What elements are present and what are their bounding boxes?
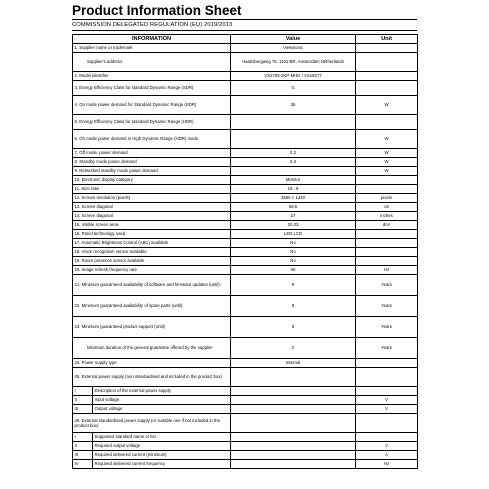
row-unit — [356, 230, 418, 239]
subrow-marker: I — [73, 387, 93, 396]
table-row — [73, 212, 418, 221]
row-unit: W — [356, 167, 418, 176]
table-row — [73, 203, 418, 212]
row-value: Internal — [231, 359, 356, 368]
table-row — [73, 239, 418, 248]
row-info: 7. Off mode, power demand — [73, 149, 231, 158]
row-value: No — [231, 248, 356, 257]
row-info: 1. Supplier name or trademark — [73, 44, 231, 53]
row-value: ViewSonic — [231, 44, 356, 53]
row-unit: V — [356, 396, 418, 405]
row-value: Haaksbergweg 75, 1101 BR, Amsterdam Netherlands — [231, 53, 356, 72]
header-unit: Unit — [356, 35, 418, 44]
row-value: No — [231, 239, 356, 248]
table-row — [73, 317, 418, 338]
row-info: 19. Room presence sensor available — [73, 257, 231, 266]
row-info: 9. Networked standby mode power demand — [73, 167, 231, 176]
subrow-marker: III — [73, 405, 93, 414]
row-unit: dm² — [356, 221, 418, 230]
row-unit — [356, 359, 418, 368]
row-value: 68.5 — [231, 203, 356, 212]
row-value — [231, 405, 356, 414]
table-row — [73, 176, 418, 185]
row-info: 11. Size ratio — [73, 185, 231, 194]
eps-subrow — [73, 460, 418, 469]
subrow-description: Supported standard name or list — [93, 433, 231, 442]
table-row — [73, 221, 418, 230]
row-unit: cm — [356, 203, 418, 212]
row-unit: Years — [356, 275, 418, 296]
row-value: 0.2 — [231, 149, 356, 158]
subrow-description: Required delivered current (minimum) — [93, 451, 231, 460]
row-unit: V — [356, 405, 418, 414]
subrow-description: Input voltage — [93, 396, 231, 405]
table-row — [73, 230, 418, 239]
row-value: 60 — [231, 266, 356, 275]
row-value: Monitor — [231, 176, 356, 185]
row-value: 20.03 — [231, 221, 356, 230]
row-unit — [356, 414, 418, 433]
row-value: 27 — [231, 212, 356, 221]
subrow-description: Output voltage — [93, 405, 231, 414]
row-info: Supplier's address — [73, 53, 231, 72]
table-row — [73, 96, 418, 115]
row-info: 25. External power supply (non standardised and included in the product box) — [73, 368, 231, 387]
row-value: 35 — [231, 96, 356, 115]
row-info: 22. Minimum guaranteed availability of spare parts (until) — [73, 296, 231, 317]
row-info: 6. On mode power demand in High Dynamic Range (HDR) mode — [73, 130, 231, 149]
table-row — [73, 53, 418, 72]
subrow-marker: I — [73, 433, 93, 442]
row-unit: W — [356, 149, 418, 158]
table-header-row — [73, 35, 418, 44]
subrow-description: Description of the external power supply — [93, 387, 231, 396]
table-row — [73, 81, 418, 96]
subrow-description: Required delivered current frequency — [93, 460, 231, 469]
row-unit: Hz — [356, 266, 418, 275]
table-row — [73, 149, 418, 158]
header-value: Value — [231, 35, 356, 44]
table-row — [73, 115, 418, 130]
row-info: 4. On mode power demand for Standard Dynamic Range (SDR) — [73, 96, 231, 115]
product-information-sheet — [72, 0, 417, 469]
row-value: 8 — [231, 296, 356, 317]
row-info: 23. Minimum guaranteed product support (until) — [73, 317, 231, 338]
row-info: 24. Power supply type — [73, 359, 231, 368]
table-row — [73, 158, 418, 167]
table-row — [73, 275, 418, 296]
row-info: 15. Visible screen area — [73, 221, 231, 230]
row-info: 2. Model identifier — [73, 72, 231, 81]
row-value — [231, 167, 356, 176]
subrow-marker: II — [73, 442, 93, 451]
row-unit — [356, 44, 418, 53]
table-row — [73, 185, 418, 194]
row-unit — [356, 53, 418, 72]
row-unit — [356, 176, 418, 185]
row-value — [231, 387, 356, 396]
row-unit — [356, 115, 418, 130]
row-info: 16. Panel technology used — [73, 230, 231, 239]
row-value — [231, 451, 356, 460]
row-value: 0.3 — [231, 158, 356, 167]
row-unit — [356, 72, 418, 81]
row-value: LED LCD — [231, 230, 356, 239]
row-value — [231, 433, 356, 442]
table-row — [73, 72, 418, 81]
row-info: 13. Screen diagonal — [73, 203, 231, 212]
row-unit: V — [356, 442, 418, 451]
eps-subrow — [73, 451, 418, 460]
eps-subrow — [73, 433, 418, 442]
row-value — [231, 396, 356, 405]
row-unit: pixels — [356, 194, 418, 203]
row-unit — [356, 368, 418, 387]
eps-subrow — [73, 442, 418, 451]
table-row — [73, 167, 418, 176]
row-info: 18. Voice recognition sensor available — [73, 248, 231, 257]
row-info: 14. Screen diagonal — [73, 212, 231, 221]
row-info: 20. Image refresh frequency rate — [73, 266, 231, 275]
row-value: 8 — [231, 317, 356, 338]
row-info: 12. Screen resolution (pixels) — [73, 194, 231, 203]
row-unit: Years — [356, 317, 418, 338]
subrow-marker: II — [73, 396, 93, 405]
row-unit: inches — [356, 212, 418, 221]
row-unit: Years — [356, 296, 418, 317]
regulation-subtitle: COMMISSION DELEGATED REGULATION (EU) 2019/2013 — [72, 19, 417, 31]
subrow-marker: IV — [73, 460, 93, 469]
row-unit: W — [356, 158, 418, 167]
row-value — [231, 130, 356, 149]
table-row — [73, 296, 418, 317]
table-row — [73, 194, 418, 203]
row-value — [231, 442, 356, 451]
row-unit: A — [356, 451, 418, 460]
row-unit: Years — [356, 338, 418, 359]
row-info: Minimum duration of the general guarantee offered by the supplier — [73, 338, 231, 359]
row-info: 5. Energy Efficiency Class for standard Dynamic Range (HDR) — [73, 115, 231, 130]
row-value — [231, 368, 356, 387]
row-unit — [356, 185, 418, 194]
row-info: 17. Automatic Brightness Control (ABC) available — [73, 239, 231, 248]
table-row — [73, 338, 418, 359]
product-info-table — [72, 34, 418, 469]
subrow-marker: III — [73, 451, 93, 460]
row-unit: W — [356, 96, 418, 115]
row-info: 8. Standby mode power demand — [73, 158, 231, 167]
row-unit: W — [356, 130, 418, 149]
row-info: 10. Electronic display category — [73, 176, 231, 185]
row-value: 2 — [231, 338, 356, 359]
row-value: 9 — [231, 275, 356, 296]
table-row — [73, 266, 418, 275]
row-value — [231, 115, 356, 130]
table-row — [73, 257, 418, 266]
row-unit: Hz — [356, 460, 418, 469]
page-title: Product Information Sheet — [72, 3, 242, 18]
row-info: 3. Energy Efficiency Class for standard Dynamic Range (SDR) — [73, 81, 231, 96]
row-value: G — [231, 81, 356, 96]
subrow-description: Required output voltage — [93, 442, 231, 451]
table-row — [73, 368, 418, 387]
row-value: VX2705-2KP-MHD / VS18277 — [231, 72, 356, 81]
row-unit — [356, 81, 418, 96]
eps-subrow — [73, 387, 418, 396]
header-information: INFORMATION — [73, 35, 231, 44]
table-row — [73, 414, 418, 433]
eps-subrow — [73, 396, 418, 405]
table-row — [73, 248, 418, 257]
row-value: 16 : 9 — [231, 185, 356, 194]
row-value: 2560 × 1440 — [231, 194, 356, 203]
row-info: 21. Minimum guaranteed availability of software and firmware updates (until): — [73, 275, 231, 296]
row-unit — [356, 239, 418, 248]
row-unit — [356, 257, 418, 266]
row-unit — [356, 248, 418, 257]
row-value: No — [231, 257, 356, 266]
row-value — [231, 460, 356, 469]
table-row — [73, 44, 418, 53]
row-unit — [356, 387, 418, 396]
table-row — [73, 130, 418, 149]
eps-subrow — [73, 405, 418, 414]
row-unit — [356, 433, 418, 442]
table-row — [73, 359, 418, 368]
row-info: 26. External standardised power supply (or suitable one if not included in the product box) — [73, 414, 231, 433]
row-value — [231, 414, 356, 433]
